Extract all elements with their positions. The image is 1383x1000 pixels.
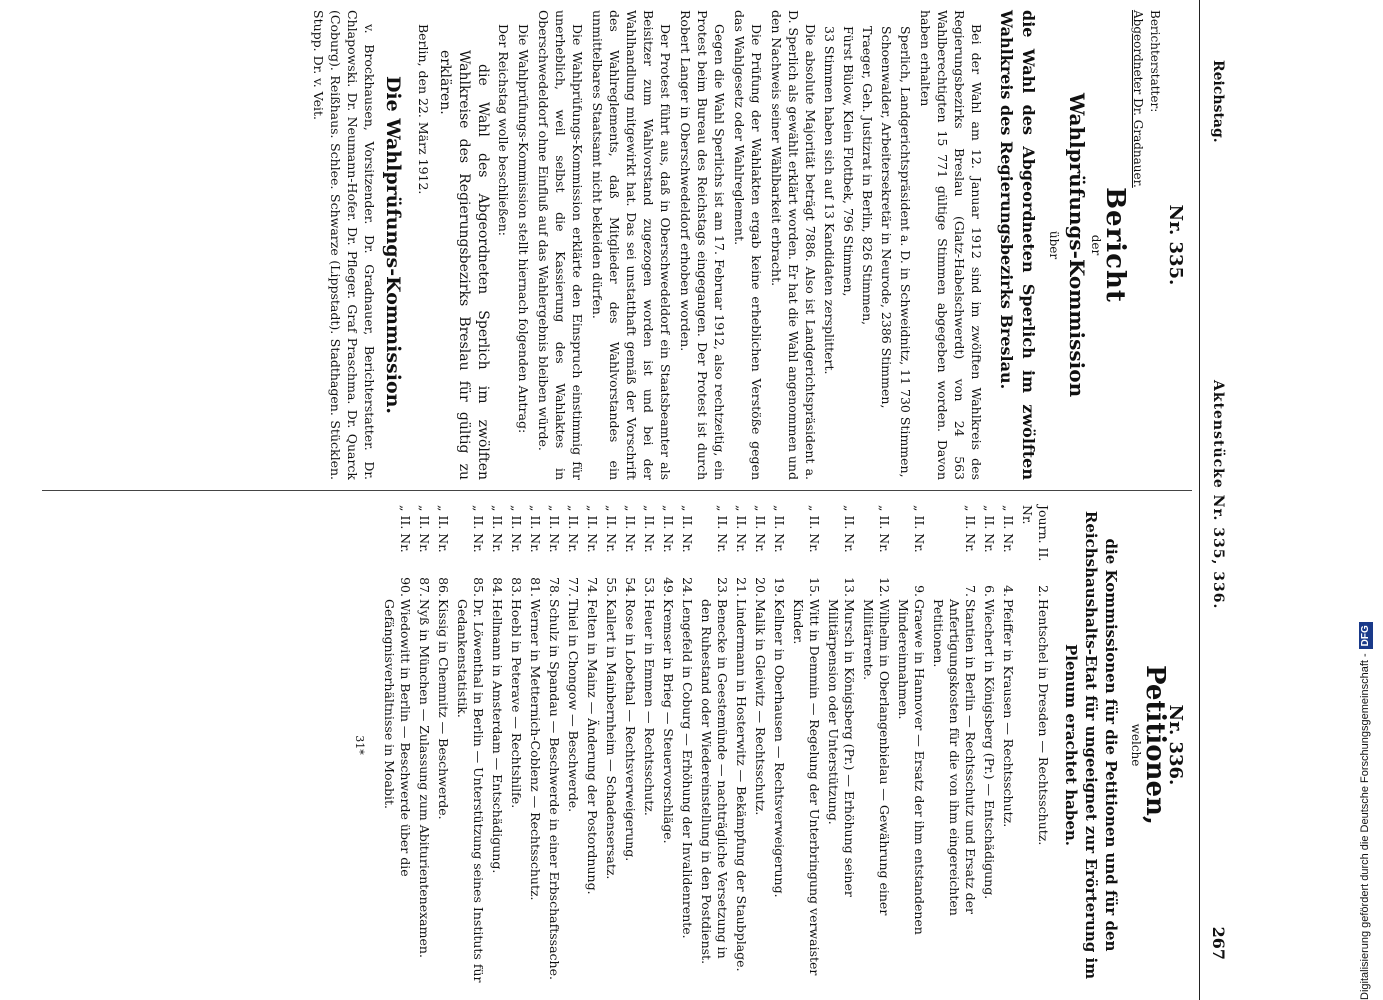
ueber-label: über <box>1047 230 1061 260</box>
petition-no: 87. <box>417 577 432 597</box>
petition-row <box>892 505 927 985</box>
petition-text: Witt in Demmin — Regelung der Unterbringung verwaister Kinder. <box>791 599 822 976</box>
petition-text: Kissig in Chemnitz — Beschwerde. <box>436 599 451 820</box>
journal-ref: „ II. Nr. <box>471 505 486 553</box>
petition-no: 12. <box>877 577 892 597</box>
petition-row <box>581 505 600 985</box>
paragraph: Der Reichstag wolle beschließen: <box>496 24 511 236</box>
journal-ref: „ II. Nr. <box>398 505 413 553</box>
digitization-stamp <box>1348 0 1383 1000</box>
journal-ref: „ II. Nr. <box>912 505 927 553</box>
petitions-intro: die Kommissionen für die Petitionen und für den Reichshaushalts-Etat für ungeeignet zur Erörterung im Plenum erachtet haben. <box>1062 510 1120 980</box>
journal-ref: „ II. Nr. <box>963 505 978 553</box>
petition-no: 78. <box>547 577 562 597</box>
petition-row <box>600 505 619 985</box>
petition-row <box>562 505 581 985</box>
petition-no: 21. <box>734 577 749 597</box>
paragraph: Der Protest führt aus, daß in Oberschwedeldorf ein Staatsbeamter als Beisitzer zum Wahlvorstand zugezogen worden ist und bei der Wahlhandlung mitgewirkt hat. Das sei unstatthaft gemäß der Vorschrift des Wahlreglements, daß Mitglieder des Wahlvorstandes ein unmittelbares Staatsamt nicht bekleiden dürfen. <box>590 10 673 480</box>
petition-no: 53. <box>642 577 657 597</box>
petition-row <box>486 505 505 985</box>
petition-row <box>695 505 730 985</box>
petition-no: 19. <box>772 577 787 597</box>
commission-signature-title: Die Wahlprüfungs-Kommission. <box>382 75 404 415</box>
candidate-line: 33 Stimmen haben sich auf 13 Kandidaten zersplittert. <box>822 26 837 375</box>
petition-row <box>543 505 562 985</box>
der-label: der <box>1089 234 1103 256</box>
petition-row <box>432 505 451 985</box>
petition-row <box>768 505 787 985</box>
petitions-336 <box>10 505 1190 985</box>
report-number: Nr. 335. <box>1165 204 1186 286</box>
commission-members: v. Brockhausen, Vorsitzender. Dr. Gradnauer, Berichterstatter. Dr. Chlapowski. Dr. Neumann-Hofer. Dr. Pfleger. Graf Praschma. Dr. Quarck (Coburg). Reißhaus. Schlee. Schwarze (Lippstadt). Stadthagen. Stücklen. Stupp. Dr. v. Veit. <box>311 10 377 480</box>
candidate-line: Sperlich, Landgerichtspräsident a. D. in Schweidnitz, 11 730 Stimmen, <box>898 26 913 478</box>
journal-ref: „ II. Nr. <box>753 505 768 553</box>
petition-no: 54. <box>623 577 638 597</box>
running-head-center: Aktenstücke Nr. 335, 336. <box>1210 380 1226 610</box>
petition-text: Hoebl in Peterave — Rechtshilfe. <box>509 599 524 809</box>
report-subject: die Wahl des Abgeordneten Sperlich im zwölften Wahlkreis des Regierungsbezirks Breslau. <box>997 10 1038 480</box>
petition-text: Pfeiffer in Krausen — Rechtsschutz. <box>1001 599 1016 828</box>
petition-row <box>524 505 543 985</box>
journal-ref: „ II. Nr. <box>509 505 524 553</box>
paragraph: Die Wahlprüfungs-Kommission erklärte den Einspruch einstimmig für unerheblich, weil selbst die Kassierung des Wahlaktes in Oberschwedeldorf ohne Einfluß auf das Wahlergebnis bleiben würde. <box>536 10 585 480</box>
petition-number: Nr. 336. <box>1165 704 1186 786</box>
petition-no: 7. <box>963 585 978 597</box>
paragraph: Gegen die Wahl Sperlichs ist am 17. Februar 1912, also rechtzeitig, ein Protest beim Bureau des Reichstags eingegangen. Der Protest ist durch Robert Langer in Oberschwedeldorf erhoben worden. <box>678 10 727 480</box>
welche-label: welche <box>1129 723 1143 767</box>
motion-text: die Wahl des Abgeordneten Sperlich im zwölften Wahlkreise des Regierungsbezirks Breslau für gültig zu erklären. <box>437 50 491 480</box>
candidate-line: Fürst Bülow, Klein Flottbek, 796 Stimmen, <box>841 26 856 297</box>
petition-no: 55. <box>604 577 619 597</box>
petition-text: Malik in Gleiwitz — Rechtsschutz. <box>753 599 768 816</box>
petition-row <box>638 505 657 985</box>
petition-text: Mursch in Königsberg (Pr.) — Erhöhung seiner Militärpension oder Unterstützung. <box>826 599 857 897</box>
journal-ref: „ II. Nr. <box>877 505 892 553</box>
petition-text: Kremser in Brieg — Steuervorschläge. <box>661 599 676 844</box>
petition-no: 83. <box>509 577 524 597</box>
petition-no: 90. <box>398 577 413 597</box>
journal-ref: „ II. Nr. <box>734 505 749 553</box>
petition-text: Wiechert in Königsberg (Pr.) — Entschädigung. <box>982 599 997 900</box>
petition-row <box>730 505 749 985</box>
petition-row <box>378 505 413 985</box>
report-335 <box>10 10 1190 480</box>
petition-no: 84. <box>490 577 505 597</box>
journal-ref: „ II. Nr. <box>528 505 543 553</box>
journal-ref: „ II. Nr. <box>982 505 997 553</box>
journal-ref: „ II. Nr. <box>715 505 730 553</box>
paragraph: Die Wahlprüfungs-Kommission stellt hiernach folgenden Antrag: <box>516 24 531 434</box>
journal-ref: „ II. Nr. <box>623 505 638 553</box>
journal-ref: „ II. Nr. <box>642 505 657 553</box>
petition-row <box>927 505 978 985</box>
reporter-label: Berichterstatter: <box>1148 10 1162 113</box>
petition-no: 81. <box>528 577 543 597</box>
running-head <box>1199 0 1240 1000</box>
petition-text: Rose in Lobethal — Rechtsverweigerung. <box>623 599 638 862</box>
reporter: Abgeordneter Dr. Gradnauer. <box>1131 10 1145 188</box>
petition-no: 13. <box>842 577 857 597</box>
petition-row <box>749 505 768 985</box>
paragraph: Die Prüfung der Wahlakten ergab keine erheblichen Verstöße gegen das Wahlgesetz oder Wahlreglement. <box>732 10 764 480</box>
petition-no: 6. <box>982 585 997 597</box>
petition-text: Lengefeld in Coburg — Erhöhung der Invalidenrente. <box>680 599 695 939</box>
petition-text: Dr. Löwenthal in Berlin — Unterstützung seines Instituts für Gedankenstatistik. <box>455 599 486 983</box>
petition-row <box>997 505 1016 985</box>
petition-row <box>1016 505 1051 985</box>
petition-row <box>619 505 638 985</box>
petition-text: Wilhelm in Oberlangenbielau — Gewährung einer Militärrente. <box>861 599 892 916</box>
dfg-logo: DFG <box>1359 622 1373 649</box>
petition-row <box>413 505 432 985</box>
journal-ref: „ II. Nr. <box>680 505 695 553</box>
petition-no: 24. <box>680 577 695 597</box>
journal-ref: „ II. Nr. <box>547 505 562 553</box>
petition-text: Wiedowitt in Berlin — Beschwerde über die Gefängnisverhältnisse in Moabit. <box>382 599 413 877</box>
petition-text: Schulz in Spandau — Beschwerde in einer Erbschaftssache. <box>547 599 562 980</box>
candidate-line: Schoenwalder, Arbeitersekretär in Neurode, 2386 Stimmen, <box>879 26 894 409</box>
petition-no: 23. <box>715 577 730 597</box>
report-title: Bericht <box>1100 187 1130 303</box>
petition-no: 86. <box>436 577 451 597</box>
journal-ref: „ II. Nr. <box>566 505 581 553</box>
petition-text: Werner in Metternich-Coblenz — Rechtsschutz. <box>528 599 543 901</box>
journal-ref: Journ. II. Nr. <box>1020 505 1051 562</box>
petition-row <box>451 505 486 985</box>
stamp-text: Digitalisierung gefördert durch die Deutsche Forschungsgemeinschaft - <box>1359 653 1371 1000</box>
sheet-mark: 31* <box>353 735 366 755</box>
petition-no: 15. <box>807 577 822 597</box>
journal-ref: „ II. Nr. <box>807 505 822 553</box>
petition-row <box>857 505 892 985</box>
column-divider <box>42 490 1192 491</box>
petition-table <box>378 505 1051 985</box>
petition-no: 74. <box>585 577 600 597</box>
petitions-title: Petitionen, <box>1140 665 1170 825</box>
petition-row <box>822 505 857 985</box>
petition-no: 85. <box>471 577 486 597</box>
petition-text: Kellner in Oberhausen — Rechtsverweigerung. <box>772 599 787 898</box>
journal-ref: „ II. Nr. <box>417 505 432 553</box>
paragraph: Die absolute Majorität beträgt 7886. Also ist Landgerichtspräsident a. D. Sperlich als gewählt erklärt worden. Er hat die Wahl angenommen und den Nachweis seiner Wählbarkeit erbracht. <box>769 10 818 480</box>
paragraph: Bei der Wahl am 12. Januar 1912 sind im zwölften Wahlkreis des Regierungsbezirks Breslau (Glatz-Habelschwerdt) von 24 563 Wahlberechtigten 15 771 gültige Stimmen abgegeben worden. Davon haben erhalten <box>918 10 984 480</box>
report-date: Berlin, den 22. März 1912. <box>416 24 431 195</box>
petition-row <box>657 505 676 985</box>
petition-text: Thiel in Chongow — Beschwerde. <box>566 599 581 813</box>
petition-no: 4. <box>1001 585 1016 597</box>
petition-text: Benecke in Geestemünde — nachträgliche Versetzung in den Ruhestand oder Wiedereinstellung in den Postdienst. <box>699 599 730 965</box>
journal-ref: „ II. Nr. <box>436 505 451 553</box>
petition-no: 9. <box>912 585 927 597</box>
petition-text: Kallert in Mainbernheim — Schadensersatz. <box>604 599 619 880</box>
petition-row <box>978 505 997 985</box>
petition-no: 77. <box>566 577 581 597</box>
petition-row <box>676 505 695 985</box>
petition-text: Heuer in Emmen — Rechtsschutz. <box>642 599 657 816</box>
petition-text: Nyß in München — Zulassung zum Abiturientenexamen. <box>417 599 432 958</box>
journal-ref: „ II. Nr. <box>490 505 505 553</box>
journal-ref: „ II. Nr. <box>842 505 857 553</box>
candidate-line: Traeger, Geh. Justizrat in Berlin, 826 Stimmen, <box>860 26 875 326</box>
petition-no: 49. <box>661 577 676 597</box>
petition-text: Graewe in Hannover — Ersatz der ihm entstandenen Mindereinnahmen. <box>896 599 927 935</box>
journal-ref: „ II. Nr. <box>772 505 787 553</box>
petition-text: Stantien in Berlin — Rechtsschutz und Ersatz der Anfertigungskosten für die von ihm eingereichten Petitionen. <box>931 599 978 916</box>
petition-text: Hellmann in Amsterdam — Entschädigung. <box>490 599 505 874</box>
journal-ref: „ II. Nr. <box>585 505 600 553</box>
petition-no: 20. <box>753 577 768 597</box>
petition-text: Felten in Mainz — Änderung der Postordnung. <box>585 599 600 895</box>
petition-no: 2. <box>1036 585 1051 597</box>
petition-row <box>787 505 822 985</box>
petition-row <box>505 505 524 985</box>
journal-ref: „ II. Nr. <box>661 505 676 553</box>
petition-text: Lindermann in Hosterwitz — Bekämpfung der Staubplage. <box>734 599 749 972</box>
commission-name: Wahlprüfungs-Kommission <box>1065 92 1089 398</box>
running-head-left: Reichstag. <box>1210 60 1226 143</box>
petition-text: Hentschel in Dresden — Rechtsschutz. <box>1036 599 1051 846</box>
journal-ref: „ II. Nr. <box>604 505 619 553</box>
journal-ref: „ II. Nr. <box>1001 505 1016 553</box>
page-number: 267 <box>1209 926 1228 960</box>
